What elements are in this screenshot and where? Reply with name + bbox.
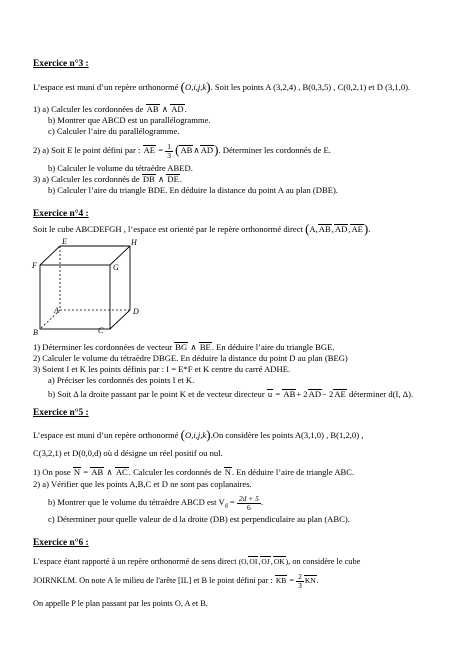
ex3-q1a-text: 1) a) Calculer les cordonnées de xyxy=(33,104,144,114)
ex5-intro-text: L’espace est muni d’un repère orthonormé xyxy=(33,430,179,440)
cross-operator: ∧ xyxy=(157,174,165,184)
vector-ab: AB xyxy=(283,389,296,399)
equals: = xyxy=(229,496,235,507)
fraction-two-thirds xyxy=(296,573,304,589)
ex3-q3a xyxy=(33,174,182,185)
ex4-q3a: a) Préciser les cordonnés des points I et K. xyxy=(48,375,195,385)
ex6-line2-post: . xyxy=(316,575,319,585)
ex3-q2a-post: . Déterminer les cordonnés de E. xyxy=(218,144,331,155)
vector-oj: OJ xyxy=(261,557,270,566)
ex5-q2b-text: b) Montrer que le volume du tétraèdre ABCD est V xyxy=(48,496,225,507)
vector-ab: AB xyxy=(91,467,104,477)
paren-open: ( xyxy=(305,221,310,236)
ex3-q3a-text: 3) a) Calculer les cordonnés de xyxy=(33,174,140,184)
ex6-line2 xyxy=(33,573,319,589)
ex3-q2a xyxy=(33,143,331,159)
label-g: G xyxy=(113,263,119,272)
frac-den: 3 xyxy=(298,580,302,590)
ex3-q2a-text: 2) a) Soit E le point défini par : xyxy=(33,144,141,155)
ex6-line1-text: L'espace étant rapporté à un repère orthonormé de sens direct xyxy=(33,557,237,566)
ex5-intro xyxy=(33,429,363,441)
label-f: F xyxy=(32,261,37,270)
ex5-points: .On considère les points A(3,1,0) , B(1,2,0) , xyxy=(210,430,364,440)
fraction-one-third xyxy=(165,143,173,159)
label-h: H xyxy=(131,238,137,247)
edge-d-c xyxy=(110,310,130,329)
ex5-repere: O,i,j,k xyxy=(185,430,207,440)
cross-operator: ∧ xyxy=(193,144,200,155)
ex3-intro-text: L’espace est muni d’un repère orthonormé xyxy=(33,82,179,92)
vector-ad: AD xyxy=(308,389,322,399)
vector-ad: AD xyxy=(334,224,348,234)
ex4-intro-text: Soit le cube ABCDEFGH , l’espace est orienté par le repère orthonormé direct xyxy=(33,224,303,234)
frac-den: 6 xyxy=(247,502,251,512)
ex3-title: Exercice n°3 : xyxy=(33,59,89,69)
vector-ae: AE xyxy=(334,389,346,399)
vector-oi: OI xyxy=(249,557,258,566)
equals: = xyxy=(83,467,89,477)
vector-ab: AB xyxy=(180,144,193,155)
frac-den: 3 xyxy=(167,150,171,160)
ex4-q2: 2) Calculer le volume du tétraèdre DBGE. En déduire la distance du point D au plan (BEG) xyxy=(33,353,348,363)
frac-num: 1 xyxy=(167,142,171,151)
ex3-q3a-post: . xyxy=(179,174,183,184)
ex4-q3b-text: b) Soit Δ la droite passant par le point K et de vecteur directeur xyxy=(48,389,265,399)
ex4-q1 xyxy=(33,342,334,353)
cross-operator: ∧ xyxy=(190,342,197,352)
edge-e-f xyxy=(40,246,60,265)
cube-figure xyxy=(30,238,145,338)
ex3-q1b: b) Montrer que ABCD est un parallélogramme. xyxy=(48,115,211,125)
vector-u: u xyxy=(267,389,273,399)
ex5-title: Exercice n°5 : xyxy=(33,408,89,418)
ex4-q1-post: . En déduire l’aire du triangle BGE. xyxy=(211,342,335,352)
ex5-q1-mid: . Calculer les cordonnés de xyxy=(128,467,222,477)
ex3-q1a xyxy=(33,104,187,115)
ex5-intro-c: C(3,2,1) et D(0,0,d) où d désigne un réel positif ou nul. xyxy=(33,448,223,458)
paren-close: ) xyxy=(214,141,219,157)
ex6-line1-post: , on considère le cube xyxy=(288,557,361,566)
label-a: A xyxy=(54,306,59,315)
ex3-intro xyxy=(33,81,410,93)
label-c: C xyxy=(98,326,104,335)
ex5-q1-text: 1) On pose xyxy=(33,467,71,477)
ex3-q3b: b) Calculer l’aire du triangle BDE. En déduire la distance du point A au plan (DBE). xyxy=(48,185,338,195)
vector-bg: BG xyxy=(175,342,188,352)
cross-operator: ∧ xyxy=(161,104,169,114)
ex5-q1-post: . En déduire l’aire de triangle ABC. xyxy=(231,467,355,477)
ex4-q1-text: 1) Déterminer les cordonnées de vecteur xyxy=(33,342,173,352)
vector-ad: AD xyxy=(200,144,214,155)
plus-two: + 2 xyxy=(296,389,308,399)
repere-origin: (O, xyxy=(238,557,249,566)
label-e: E xyxy=(62,238,67,246)
equals: = xyxy=(275,389,281,399)
equals: = xyxy=(158,144,164,155)
paren-close: ) xyxy=(206,427,211,442)
ex4-intro: Soit le cube ABCDEFGH , l’espace est orienté par le repère orthonormé direct (A,AB,AD,AE). xyxy=(33,221,371,236)
vector-kb: KB xyxy=(275,575,287,585)
subscript-d: d xyxy=(224,503,228,510)
ex3-q1a-post: . xyxy=(184,104,187,114)
cross-operator: ∧ xyxy=(106,467,113,477)
ex5-q2a: 2) a) Vérifier que les points A,B,C et D ne sont pas coplanaires. xyxy=(33,479,252,489)
ex5-q2b xyxy=(48,495,263,513)
paren-open: ( xyxy=(180,427,185,442)
vector-de: DE xyxy=(167,174,179,184)
ex3-q1c: c) Calculer l’aire du parallélogramme. xyxy=(48,126,180,136)
paren-close: ) xyxy=(363,221,369,236)
ex6-line1: L'espace étant rapporté à un repère orthonormé de sens direct (O,OI,OJ,OK), on considère le cube xyxy=(33,557,361,566)
ex5-q2c: c) Déterminer pour quelle valeur de d la droite (DB) est perpendiculaire au plan (ABC). xyxy=(48,514,350,524)
minus-two: − 2 xyxy=(322,389,334,399)
ex6-line2-text: JOIRNKLM. On note A le milieu de l'arête [IL] et B le point défini par : xyxy=(33,575,273,585)
label-b: B xyxy=(33,328,38,337)
frac-num: 2 xyxy=(298,572,302,581)
equals: = xyxy=(289,575,295,585)
vector-n: N xyxy=(73,467,81,477)
paren-open: ( xyxy=(175,141,180,157)
vector-ae: AE xyxy=(143,144,156,155)
vector-ae: AE xyxy=(351,224,363,234)
repere-close: ) xyxy=(285,557,289,566)
paren-open: ( xyxy=(180,79,185,94)
fraction-volume xyxy=(237,494,264,512)
ex3-q2b: b) Calculer le volume du tétraèdre ABED. xyxy=(48,163,193,173)
vector-ok: OK xyxy=(273,557,285,566)
vector-n: N xyxy=(224,467,231,477)
vector-ab: AB xyxy=(146,104,159,114)
vector-kn: KN xyxy=(304,575,316,585)
frac-num: 2d + 5 xyxy=(238,494,259,503)
ex4-q3b xyxy=(48,389,413,400)
ex4-q3b-post: déterminer d(I, Δ). xyxy=(348,389,414,399)
repere-origin: A, xyxy=(309,224,318,234)
ex5-q2b-post: . xyxy=(260,496,264,507)
paren-close: ) xyxy=(206,79,211,94)
ex5-q1 xyxy=(33,467,354,478)
vector-ad: AD xyxy=(171,104,184,114)
vector-ab: AB xyxy=(318,224,331,234)
vector-be: BE xyxy=(199,342,211,352)
ex6-title: Exercice n°6 : xyxy=(33,538,89,548)
ex6-line3: On appelle P le plan passant par les points O, A et B. xyxy=(33,599,208,608)
ex3-points: . Soit les points A (3,2,4) , B(0,3,5) , C(0,2,1) et D (3,1,0). xyxy=(210,82,411,92)
ex4-q3: 3) Soient I et K les points définis par : I = E*F et K centre du carré ADHE. xyxy=(33,364,291,374)
vector-db: DB xyxy=(142,174,155,184)
ex4-title: Exercice n°4 : xyxy=(33,209,89,219)
label-d: D xyxy=(133,307,139,316)
vector-ac: AC xyxy=(115,467,128,477)
ex3-repere: O,i,j,k xyxy=(185,82,207,92)
